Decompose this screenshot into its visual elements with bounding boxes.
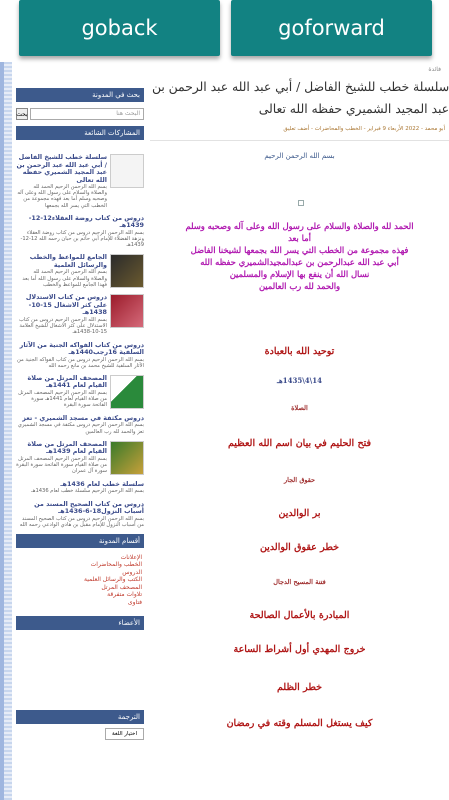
category-link[interactable]: الكتب والرسائل العلمية (84, 576, 142, 584)
search-input[interactable]: البحث هنا (30, 108, 144, 120)
popular-post-snippet: بسم الله الرحمن الرحيم المصحف المرتل من صلاة القيام لعام 1441هـ سورة الفاتحة سورة البقرة (18, 389, 107, 409)
post-title[interactable]: سلسلة خطب للشيخ الفاضل / أبي عبد الله عبد الرحمن بن عبد المجيد الشميري حفظه الله تعالى (151, 80, 449, 116)
bismillah-text: بسم الله الرحمن الرحيم (264, 152, 335, 160)
popular-post-item[interactable] (16, 254, 144, 288)
post-intro (150, 220, 449, 292)
sermon-link[interactable]: بر الوالدين (278, 508, 321, 519)
popular-post-snippet: بسم الله الرحمن الرحيم الحمد لله والصلاة والسلام على رسول الله وعلى آله وصحبه وسلم أما بعد فهذه مجموعة من الخطب التي يسر الله بجمعها (17, 184, 107, 209)
popular-post-item[interactable] (16, 294, 144, 335)
popular-post-title[interactable]: دروس من كتاب روضة العقلاء12-12-1439هـ (28, 213, 144, 230)
popular-post-item[interactable] (16, 415, 144, 435)
categories-list (16, 548, 144, 613)
popular-post-snippet: بسم الله الرحمن الرحيم الحمد لله والصلاة والسلام على رسول الله أما بعد فهذا الجامع للمواعظ والخطب (22, 269, 107, 288)
sermon-link[interactable]: خطر عقوق الوالدين (259, 542, 340, 553)
divider (150, 140, 449, 141)
broken-image-icon (298, 200, 304, 206)
post-thumbnail[interactable] (110, 154, 144, 188)
popular-post-snippet: بسم الله الرحمن الرحيم دروس من كتاب الاستدلال على كثر الاشغال للشيخ العلامة 15-10-1438هـ (19, 316, 107, 336)
sermon-link[interactable]: الصلاة (291, 404, 308, 412)
search-widget-title: بحث في المدونة (16, 88, 144, 102)
sermon-link[interactable]: المبادرة بالأعمال الصالحة (249, 610, 350, 621)
language-select[interactable]: اختيار اللغة (105, 728, 144, 740)
intro-line: أبي عبد الله عبدالرحمن بن عبدالمجيدالشميري حفظه الله (200, 257, 399, 267)
popular-post-item[interactable] (16, 501, 144, 528)
sermon-link[interactable]: 14\4\1435هـ (277, 376, 322, 385)
popular-post-title[interactable]: المصحف المرتل من صلاة القيام لعام 1439هـ (27, 439, 107, 456)
popular-post-title[interactable]: دروس من كتاب الصحيح المسند من أسباب النزول18-6-1436هـ (34, 499, 144, 516)
post-thumbnail[interactable] (110, 294, 144, 328)
sermon-link[interactable]: خروج المهدي أول أشراط الساعة (233, 644, 366, 655)
popular-post-snippet: بسم الله الرحمن الرحيم المصحف المرتل من صلاة القيام سورة الفاتحة سورة البقرة سورة آل عمران (16, 455, 107, 475)
category-link[interactable]: الدروس (122, 568, 142, 576)
sidebar (16, 88, 144, 800)
popular-post-title[interactable]: دروس من كتاب الاستدلال على كثر الاشغال 15-10-1438هـ (25, 293, 107, 317)
popular-post-title[interactable]: دروس من كتاب الفواكه الجنية من الآثار السلفية 16رجب1440هـ (19, 340, 144, 357)
popular-post-snippet: بسم الله الرحمن الرحيم دروس من كتاب روضة العقلاء ونزهة الفضلاء للإمام أبي حاتم بن حبان رحمه الله 12-12-1439هـ (20, 229, 144, 249)
sermon-link[interactable]: فتح الحليم في بيان اسم الله العظيم (227, 438, 372, 449)
category-link[interactable]: المصحف المرتل (101, 583, 142, 591)
intro-line: نسال الله أن ينفع بها الإسلام والمسلمين (229, 269, 370, 279)
popular-post-title[interactable]: سلسلة خطب للشيخ الفاضل / أبي عبد الله عبد الرحمن بن عبد المجيد الشميري حفظه الله تعالى (16, 153, 107, 184)
popular-post-item[interactable] (16, 154, 144, 209)
popular-post-title[interactable]: المصحف المرتل من صلاة القيام لعام 1441هـ (27, 373, 107, 390)
intro-line: فهذه مجموعة من الخطب التي يسر الله بجمعها لشيخنا الفاضل (190, 245, 409, 255)
members-area (16, 630, 144, 710)
sermon-link[interactable]: توحيد الله بالعبادة (264, 346, 335, 357)
sermon-link[interactable]: حقوق الجار (283, 476, 316, 484)
popular-post-snippet: بسم الله الرحمن الرحيم دروس من كتاب الصحيح المسند من أسباب النزول للإمام مقبل بن هادي الوادعي رحمه الله (19, 515, 144, 528)
page-edge-stripe (0, 62, 4, 800)
members-title: الأعضاء (16, 616, 144, 630)
category-link[interactable]: الخطب والمحاضرات (90, 561, 142, 569)
translate-widget (16, 728, 144, 740)
popular-posts-title: المشاركات الشائعة (16, 126, 144, 140)
popular-post-item[interactable] (16, 342, 144, 369)
popular-post-item[interactable] (16, 481, 144, 495)
category-link[interactable]: فتاوى (127, 598, 142, 606)
browser-nav-bar (0, 0, 449, 62)
popular-post-title[interactable]: الجامع للمواعظ والخطب والرسائل العلمية (29, 253, 107, 269)
breadcrumb[interactable]: فائدة (428, 66, 441, 73)
popular-post-snippet: بسم الله الرحمن الرحيم دروس مكثفة في مسجد الشميري تعز والحمد لله رب العالمين (17, 422, 144, 435)
sermon-link[interactable]: خطر الظلم (276, 682, 322, 693)
search-button[interactable]: بحث (16, 108, 28, 120)
post-thumbnail[interactable] (110, 375, 144, 409)
post-thumbnail[interactable] (110, 254, 144, 288)
post-thumbnail[interactable] (110, 441, 144, 475)
sermon-link[interactable]: فتنة المسيح الدجال (273, 578, 326, 586)
popular-post-snippet: بسم الله الرحمن الرحيم سلسلة خطب لعام 1436هـ (31, 488, 144, 495)
sermon-link[interactable]: كيف يستغل المسلم وقته في رمضان (226, 718, 373, 729)
goforward-button[interactable]: goforward (231, 0, 432, 56)
search-widget (16, 105, 144, 123)
intro-line: الحمد لله والصلاة والسلام على رسول الله وعلى آله وصحبه وسلم (185, 221, 414, 231)
main-content (150, 62, 449, 800)
translate-title: الترجمة (16, 710, 144, 724)
intro-line: أما بعد (288, 233, 311, 243)
category-link[interactable]: تلاوات متفرقة (107, 591, 142, 599)
post-meta: أبو محمد - 2022 الأربعاء 9 فبراير - الخطب والمحاضرات - أضف تعليق (283, 126, 445, 132)
intro-line: والحمد لله رب العالمين (258, 281, 341, 291)
popular-post-title[interactable]: سلسلة خطب لعام 1436هـ (60, 479, 144, 488)
popular-post-item[interactable] (16, 441, 144, 475)
popular-post-title[interactable]: دروس مكثفة في مسجد الشميري - تعز (22, 413, 144, 422)
popular-posts-list (16, 154, 144, 528)
category-link[interactable]: الإعلانات (120, 553, 142, 561)
popular-post-snippet: بسم الله الرحمن الرحيم دروس من كتاب الفواكه الجنية من الآثار السلفية للشيخ محمد بن مانع رحمه الله (17, 356, 144, 369)
popular-post-item[interactable] (16, 375, 144, 409)
categories-title: أقسام المدونة (16, 534, 144, 548)
popular-post-item[interactable] (16, 215, 144, 249)
goback-button[interactable]: goback (19, 0, 220, 56)
